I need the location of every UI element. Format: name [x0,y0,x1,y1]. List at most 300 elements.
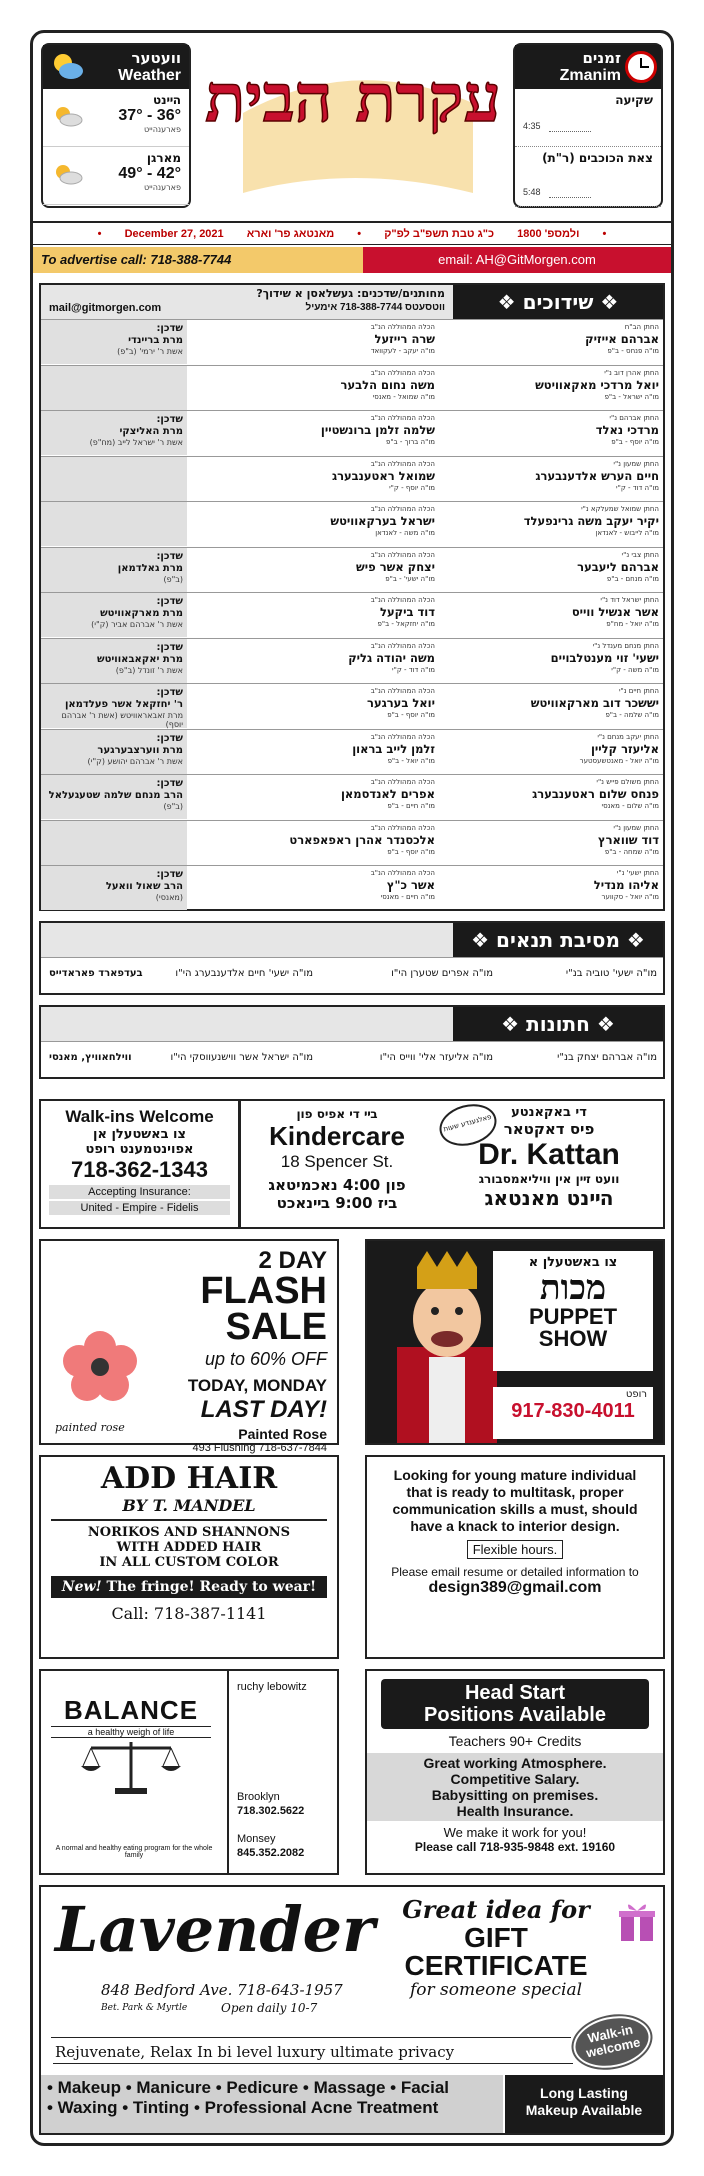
insurers-list: United - Empire - Fidelis [49,1201,230,1215]
flash-brand: Painted Rose [238,1426,327,1442]
ad-dr-kattan [39,1099,665,1229]
chosson-parent: מו"ה מנחם - ב"פ [606,574,659,583]
shadchan-detail: אשת ר' אברהם אביר (ק"י) [91,620,183,629]
kallah-prefix: הכלה המהוללה הנ"ב [370,869,435,877]
appointment-text: צו באשטעלן אן [93,1127,186,1142]
headstart-title: Head Start [464,1682,566,1704]
lavender-gift-special: for someone special [409,1980,583,2000]
kallah-cell [205,824,435,857]
walkin-badge: Walk-in welcome [569,2009,656,2074]
chosson-name: יששכר דוב מארקאוויטש [530,696,659,710]
hair-phone: Call: 718-387-1141 [111,1604,267,1623]
shadchan-cell [41,684,187,728]
chosson-parent: מו"ה שלמה - ב"פ [605,711,659,719]
chosson-prefix: החתן משולם פייש נ"י [596,778,659,786]
chosson-cell [439,733,659,766]
kallah-parent: מו"ה יוסף - ב"פ [387,847,435,856]
shadchan-cell [41,866,187,910]
kallah-parent: מו"ה יחזקאל - ב"פ [377,620,435,628]
kindercare-name: Kindercare [269,1121,405,1151]
shadchan-cell [41,821,187,865]
design-email[interactable]: design389@gmail.com [428,1579,602,1596]
lavender-gift-line2: CERTIFICATE [404,1950,588,1981]
zmanim-label: צאת הכוכבים (ר"ת) [542,151,653,165]
shadchan-detail: (ב"פ) [163,802,183,811]
tnaim-section [39,921,665,995]
flower-icon [55,1325,145,1405]
shadchan-label: שדכן: [156,550,183,562]
chasunos-header [41,1007,663,1041]
chosson-name: אליעזר קליין [590,741,659,756]
kallah-cell [205,551,435,584]
flash-last-day: LAST DAY! [200,1396,327,1423]
shadchan-label: שדכן: [156,596,183,607]
kallah-prefix: הכלה המהוללה הנ"ב [370,778,435,786]
chosson-prefix: החתן אהרן דוב נ"י [604,368,659,377]
kallah-cell [205,505,435,538]
ad-flash-sale [39,1239,339,1454]
chosson-prefix: החתן צבי נ"י [621,550,659,559]
puppet-title: מכות [539,1268,607,1308]
tnaim-entry: מו"ה ישעי' חיים אלדענבערג הי"ו [175,968,313,979]
kallah-name: יצחק אשר פיש [356,559,435,574]
chosson-name: יקיר יעקב משה גרינפעלד [523,514,659,528]
zmanim-row [515,147,661,207]
kallah-cell [205,687,435,720]
zmanim-box [513,43,663,208]
shidduch-row [41,501,663,547]
shidduchim-info [41,285,453,319]
chosson-prefix: החתן ישראל דוד נ"י [600,596,659,604]
shidduchim-header [41,285,663,319]
headstart-tagline: We make it work for you! [443,1825,587,1840]
shadchan-name: מרת מארקאוויטש [100,608,183,619]
kallah-prefix: הכלה המהוללה הנ"ב [370,732,435,741]
katan-doctor-yi: פיס דאקטאר [503,1120,595,1138]
katan-doctor-name: Dr. Kattan [478,1138,620,1171]
kallah-cell [205,414,435,447]
shadchan-cell [41,593,187,637]
shidduchim-info-email[interactable]: mail@gitmorgen.com [49,302,162,314]
weather-day-name: מארגן [146,151,181,165]
shadchan-cell [41,411,187,455]
issue-number: ולמספ' 1800 [517,228,580,240]
shidduch-row [41,319,663,365]
balance-name: ruchy lebowitz [237,1681,307,1693]
kallah-prefix: הכלה המהוללה הנ"ב [370,323,435,331]
newspaper-page [30,30,674,2146]
kallah-prefix: הכלה המהוללה הנ"ב [370,596,435,604]
kallah-parent: מו"ה ישעי' - ב"פ [385,574,435,583]
lavender-logo: Lavender [55,1893,375,1966]
balance-description: A normal and healthy eating program for the whole family [55,1845,213,1859]
balance-phone: 845.352.2082 [237,1847,305,1859]
zmanim-time: 5:48 [523,187,541,197]
chosson-parent: מו"ה יואל - מאנטשעסטער [579,756,659,765]
shidduch-row [41,547,663,593]
sun-cloud-icon [49,49,85,83]
zmanim-row [515,89,661,147]
shadchan-detail: (מאנסי) [155,893,183,902]
hair-by: BY T. MANDEL [122,1496,256,1515]
chosson-prefix: החתן מנחם מענדל נ"י [592,641,659,650]
shadchan-detail: אשת ר' ישראל לייב (מח"פ) [89,438,183,447]
ad-design-job [365,1455,665,1659]
kallah-parent: מו"ה יואל - ב"פ [387,756,435,765]
chasunos-entry: מו"ה ישראל אשר ווישנעווסקי הי"ו [170,1052,313,1063]
shadchan-detail: מרת זאבאראוויטש (אשת ר' אברהם יוסף) [61,711,183,729]
puppet-intro: צו באשטעלן א [528,1255,618,1270]
kallah-parent: מו"ה חיים - ב"פ [387,802,435,810]
design-flexible-hours: Flexible hours. [467,1540,564,1559]
lavender-services: • Makeup • Manicure • Pedicure • Massage • Facial [47,2078,450,2097]
gift-icon [617,1899,657,1943]
chosson-cell [439,323,659,356]
lavender-makeup-line: Makeup Available [525,2102,643,2118]
kindercare-address: 18 Spencer St. [280,1152,394,1171]
kallah-parent: מו"ה ברוך - ב"פ [386,438,435,446]
scroll-ornament-icon: ❖ [497,290,523,314]
shadchan-name: ר' יחזקאל אשר פעלדמאן [64,699,183,710]
katan-hours: ביז 9:00 בײנאכט [276,1194,398,1212]
shadchan-cell [41,457,187,501]
kallah-prefix: הכלה המהוללה הנ"ב [370,459,435,468]
shadchan-cell [41,548,187,592]
shidduchim-info-phone: ווטסעטס 718-388-7744 אימעיל [305,302,445,313]
weather-temps: 49° - 42° [118,165,181,182]
sun-cloud-icon [53,163,83,185]
chosson-cell [439,778,659,811]
advertise-phone: To advertise call: 718-388-7744 [33,247,363,273]
hair-title: ADD HAIR [100,1461,278,1496]
shadchan-name: מרת יאקאבאוויטש [96,653,183,665]
chasunos-section [39,1005,665,1079]
chosson-prefix: החתן הב"ח [624,323,659,331]
katan-intro: די באקאנטע [511,1105,587,1120]
shidduch-row [41,683,663,729]
lavender-tagline: Rejuvenate, Relax In bi level luxury ultimate privacy [55,2043,455,2061]
weather-title-yi: וועטער [131,49,181,67]
ad-add-hair [39,1455,339,1659]
headstart-benefit: Great working Atmosphere. [423,1755,607,1771]
kallah-prefix: הכלה המהוללה הנ"ב [370,641,435,650]
shadchan-name: הרב מנחם שלמה שטעגעלאל [48,790,183,801]
shidduch-row [41,729,663,775]
weather-unit: פארענהייט [143,183,181,192]
chosson-parent: מו"ה יואל - סקווער [601,893,659,901]
headstart-benefit: Competitive Salary. [450,1771,580,1787]
painted-rose-logo: painted rose [55,1421,125,1434]
shadchan-name: מרת האליצקי [119,426,183,437]
weather-temps: 37° - 36° [118,107,181,124]
shadchan-label: שדכן: [156,687,183,698]
kallah-name: אפרים לאנדסמאן [340,787,435,801]
weather-box [41,43,191,208]
hair-line: IN ALL CUSTOM COLOR [99,1555,279,1570]
tnaim-entry: בעדפארד פאראדייס [49,968,143,979]
puppet-line2: SHOW [538,1326,608,1351]
chosson-parent: מו"ה ישראל - ב"פ [604,392,659,401]
shadchan-detail: אשת ר' זונדל (ב"פ) [115,665,183,675]
puppet-line1: PUPPET [528,1304,618,1329]
tnaim-title: ❖ מסיבת תנאים ❖ [453,923,663,957]
headstart-benefit: Babysitting on premises. [431,1787,599,1803]
scale-icon [71,1738,191,1798]
katan-location-intro: בײ די אפיס פון [296,1107,378,1121]
scroll-ornament-icon: ❖ [593,290,619,314]
chosson-name: פנחס שלום ראטענבערג [532,787,659,801]
shadchan-label: שדכן: [156,778,183,789]
shadchan-cell [41,730,187,774]
chosson-parent: מו"ה יואל - מח"פ [606,620,659,628]
chasunos-title: ❖ חתונות ❖ [453,1007,663,1041]
flash-discount: up to 60% OFF [204,1349,327,1369]
shidduchim-title: ❖ שידוכים ❖ [453,285,663,319]
lavender-gift-line1: GIFT [464,1922,528,1953]
shadchan-label: שדכן: [156,323,183,334]
kallah-name: שמואל ראטענבערג [331,468,435,483]
shidduch-row [41,820,663,866]
kallah-cell [205,369,435,402]
chasunos-entry: מו"ה אליעזר אלי' ווייס הי"ו [379,1052,493,1063]
parsha: מאנטאג פר' וארא [246,228,335,240]
chosson-parent: מו"ה פנחס - ב"פ [607,347,659,355]
masthead-title: עקרת הבית [205,59,501,137]
chosson-name: חיים הערש אלדענבערג [535,468,659,483]
chosson-prefix: החתן חיים נ"י [618,687,659,695]
kallah-prefix: הכלה המהוללה הנ"ב [370,823,435,832]
ad-lavender [39,1885,665,2135]
hours-badge: פאלגענדע שעות [435,1098,501,1152]
chasunos-entry: ווילחאוויץ, מאנסי [49,1052,132,1063]
dateline: • December 27, 2021 ולמספ' 1800 כ"ג טבת תשפ"ב לפ"ק • מאנטאג פר' וארא • [33,221,671,245]
kallah-prefix: הכלה המהוללה הנ"ב [370,368,435,377]
chosson-prefix: החתן ישעי' נ"י [616,869,659,877]
lavender-gift-intro: Great idea for [402,1895,590,1924]
hair-banner: New! The fringe! Ready to wear! [51,1576,327,1598]
chosson-name: יואל מרדכי מאקאוויטש [535,377,659,392]
lavender-address: 848 Bedford Ave. 718-643-1957 [101,1981,343,1999]
shidduchim-section [39,283,665,911]
chosson-prefix: החתן שמעון נ"י [613,823,659,832]
chosson-prefix: החתן יעקב מנחם נ"י [597,732,659,741]
shadchan-cell [41,320,187,364]
tnaim-row [41,957,663,991]
shadchan-label: שדכן: [156,641,183,653]
shadchan-label: שדכן: [156,414,183,425]
chosson-cell [439,869,659,902]
zmanim-title-yi: זמנים [582,49,621,67]
flash-line1: 2 DAY [258,1247,327,1274]
chosson-prefix: החתן אברהם נ"י [609,414,659,422]
chosson-cell [439,460,659,493]
headstart-benefit: Health Insurance. [456,1803,574,1819]
accepting-insurance: Accepting Insurance: [49,1185,230,1199]
kallah-parent: מו"ה משה - לאנדאן [375,529,435,537]
chosson-cell [439,551,659,584]
headstart-phone: Please call 718-935-9848 ext. 19160 [414,1840,616,1854]
chosson-cell [439,369,659,402]
shidduch-row [41,638,663,684]
balance-phone: 718.302.5622 [237,1805,305,1817]
ad-puppet-show [365,1239,665,1445]
lavender-services: • Waxing • Tinting • Professional Acne Treatment [47,2098,439,2117]
headstart-credits: Teachers 90+ Credits [448,1733,582,1749]
shadchan-detail: (ב"פ) [163,574,183,584]
kallah-name: שלמה זלמן ברונשטיין [320,423,435,437]
katan-will-be: וועט זײן אין וויליאמסבורג [478,1172,620,1186]
scroll-ornament-icon: ❖ [471,928,497,952]
chasunos-entry: מו"ה אברהם יצחק בנ"י [557,1052,657,1063]
shadchan-name: הרב שאול וואעל [105,881,183,892]
zmanim-time: 4:35 [523,121,541,131]
advertise-email[interactable]: email: AH@GitMorgen.com [363,247,671,273]
kallah-prefix: הכלה המהוללה הנ"ב [370,505,435,513]
shadchan-detail: אשת ר' אברהם יהושע (ק"י) [87,756,183,766]
balance-location: Monsey [237,1833,276,1845]
design-email-line: Please email resume or detailed information to [391,1565,639,1579]
kallah-name: אשר כ"ץ [386,878,435,892]
chosson-name: אברהם אייזיק [585,332,659,346]
kallah-cell [205,778,435,811]
weather-title-en: Weather [118,67,181,84]
puppet-call: רופט [625,1389,647,1400]
shadchan-label: שדכן: [156,732,183,744]
chosson-name: מרדכי נאלד [595,423,659,437]
kallah-parent: מו"ה יעקב - לעקוואד [370,347,435,355]
chosson-cell [439,824,659,857]
flash-today: TODAY, MONDAY [187,1376,327,1395]
alarm-clock-icon [625,51,657,83]
shidduchim-list [41,319,663,911]
shidduch-row [41,456,663,502]
chosson-cell [439,414,659,447]
chosson-parent: מו"ה שלום - מאנסי [601,802,659,810]
chosson-cell [439,505,659,538]
shidduch-row [41,592,663,638]
kallah-parent: מו"ה יוסף - ק"י [389,483,435,492]
chosson-parent: מו"ה משה - ק"י [611,665,659,674]
design-description: Looking for young mature individual that is ready to multitask, proper communication skills a must, should have a knack to interior design. [392,1467,638,1534]
chosson-prefix: החתן שמואל שמעלקא נ"י [581,505,659,513]
scroll-ornament-icon: ❖ [501,1012,527,1036]
kallah-prefix: הכלה המהוללה הנ"ב [370,550,435,559]
shadchan-cell [41,502,187,546]
shadchan-label: שדכן: [156,869,183,880]
appointment-text: אפוינטמענט רופט [85,1142,194,1157]
puppet-phone: 917-830-4011 [511,1400,635,1422]
weather-unit: פארענהייט [143,125,181,134]
hair-line: NORIKOS AND SHANNONS [87,1525,291,1540]
kallah-name: ישראל בערקאוויטש [330,514,435,528]
shidduch-row [41,865,663,911]
kallah-parent: מו"ה יוסף - ב"פ [387,711,435,719]
chosson-name: דוד שווארץ [598,832,659,847]
shadchan-name: מרת גאלדמאן [117,562,183,574]
chosson-name: ישעי' זוי מענטלבויים [550,650,659,665]
scroll-ornament-icon: ❖ [619,928,645,952]
balance-location: Brooklyn [237,1791,280,1803]
zmanim-label: שקיעה [615,93,653,107]
sun-cloud-icon [53,105,83,127]
kallah-cell [205,460,435,493]
weather-title [43,45,189,89]
shidduch-row [41,365,663,411]
masthead-header [33,33,671,218]
chosson-parent: מו"ה דוד - ק"י [616,483,659,492]
kallah-prefix: הכלה המהוללה הנ"ב [370,414,435,422]
walkins-text: Walk-ins Welcome [65,1107,214,1126]
masthead-logo [203,43,503,208]
kallah-name: משה יהודה גליק [348,650,435,665]
chosson-cell [439,642,659,675]
kallah-cell [205,323,435,356]
flash-line3: SALE [225,1306,327,1348]
kallah-cell [205,642,435,675]
chosson-parent: מו"ה שמחה - ב"פ [604,847,659,856]
kallah-parent: מו"ה דוד - ק"י [392,665,435,674]
balance-logo: BALANCE [63,1695,199,1725]
kallah-name: דוד ביקעל [380,605,435,619]
ad-head-start [365,1669,665,1875]
chosson-cell [439,687,659,720]
zmanim-title [515,45,661,89]
kallah-cell [205,869,435,902]
katan-today: הײנט מאנטאג [484,1186,614,1210]
english-date: December 27, 2021 [124,228,224,240]
zmanim-title-en: Zmanim [559,67,621,84]
kallah-name: משה נחום הלבער [340,377,435,392]
shadchan-cell [41,366,187,410]
shidduch-row [41,774,663,820]
chosson-cell [439,596,659,629]
kallah-prefix: הכלה המהוללה הנ"ב [370,687,435,695]
advertise-bar [33,247,671,273]
kallah-parent: מו"ה חיים - מאנסי [380,893,435,901]
hebrew-date: כ"ג טבת תשפ"ב לפ"ק [384,228,495,240]
lavender-cross-streets: Bet. Park & Myrtle [101,2003,188,2013]
flash-address: 493 Flushing 718-637-7844 [192,1442,327,1454]
balance-tagline: a healthy weigh of life [51,1726,211,1738]
chosson-name: אליהו מנדיל [593,878,659,892]
headstart-subtitle: Positions Available [424,1704,606,1726]
weather-day-tomorrow [43,147,189,205]
shadchan-detail: אשת ר' ירמי' (ב"פ) [117,347,183,356]
flash-line2: FLASH [200,1270,327,1312]
shidduch-row [41,410,663,456]
hair-line: WITH ADDED HAIR [116,1540,262,1555]
kallah-parent: מו"ה שמואל - מאנסי [372,392,435,401]
katan-phone: 718-362-1343 [70,1157,208,1182]
tnaim-entry: מו"ה ישעי' טוביה בנ"י [565,968,657,979]
kallah-cell [205,733,435,766]
chasunos-row [41,1041,663,1075]
chosson-name: אשר אנשיל ווייס [571,605,659,619]
weather-day-name: הײנט [152,93,181,107]
shadchan-cell [41,639,187,683]
ad-balance [39,1669,339,1875]
lavender-makeup-line: Long Lasting [540,2085,628,2101]
chosson-prefix: החתן שמעון נ"י [613,459,659,468]
tnaim-header [41,923,663,957]
kallah-name: יואל בערגער [367,696,435,710]
shadchan-cell [41,775,187,819]
weather-day-today [43,89,189,147]
kallah-cell [205,596,435,629]
kallah-name: שרה רייזעל [374,332,435,346]
chosson-parent: מו"ה יוסף - ב"פ [611,438,659,446]
kallah-name: זלמן לייב בראון [352,741,435,756]
